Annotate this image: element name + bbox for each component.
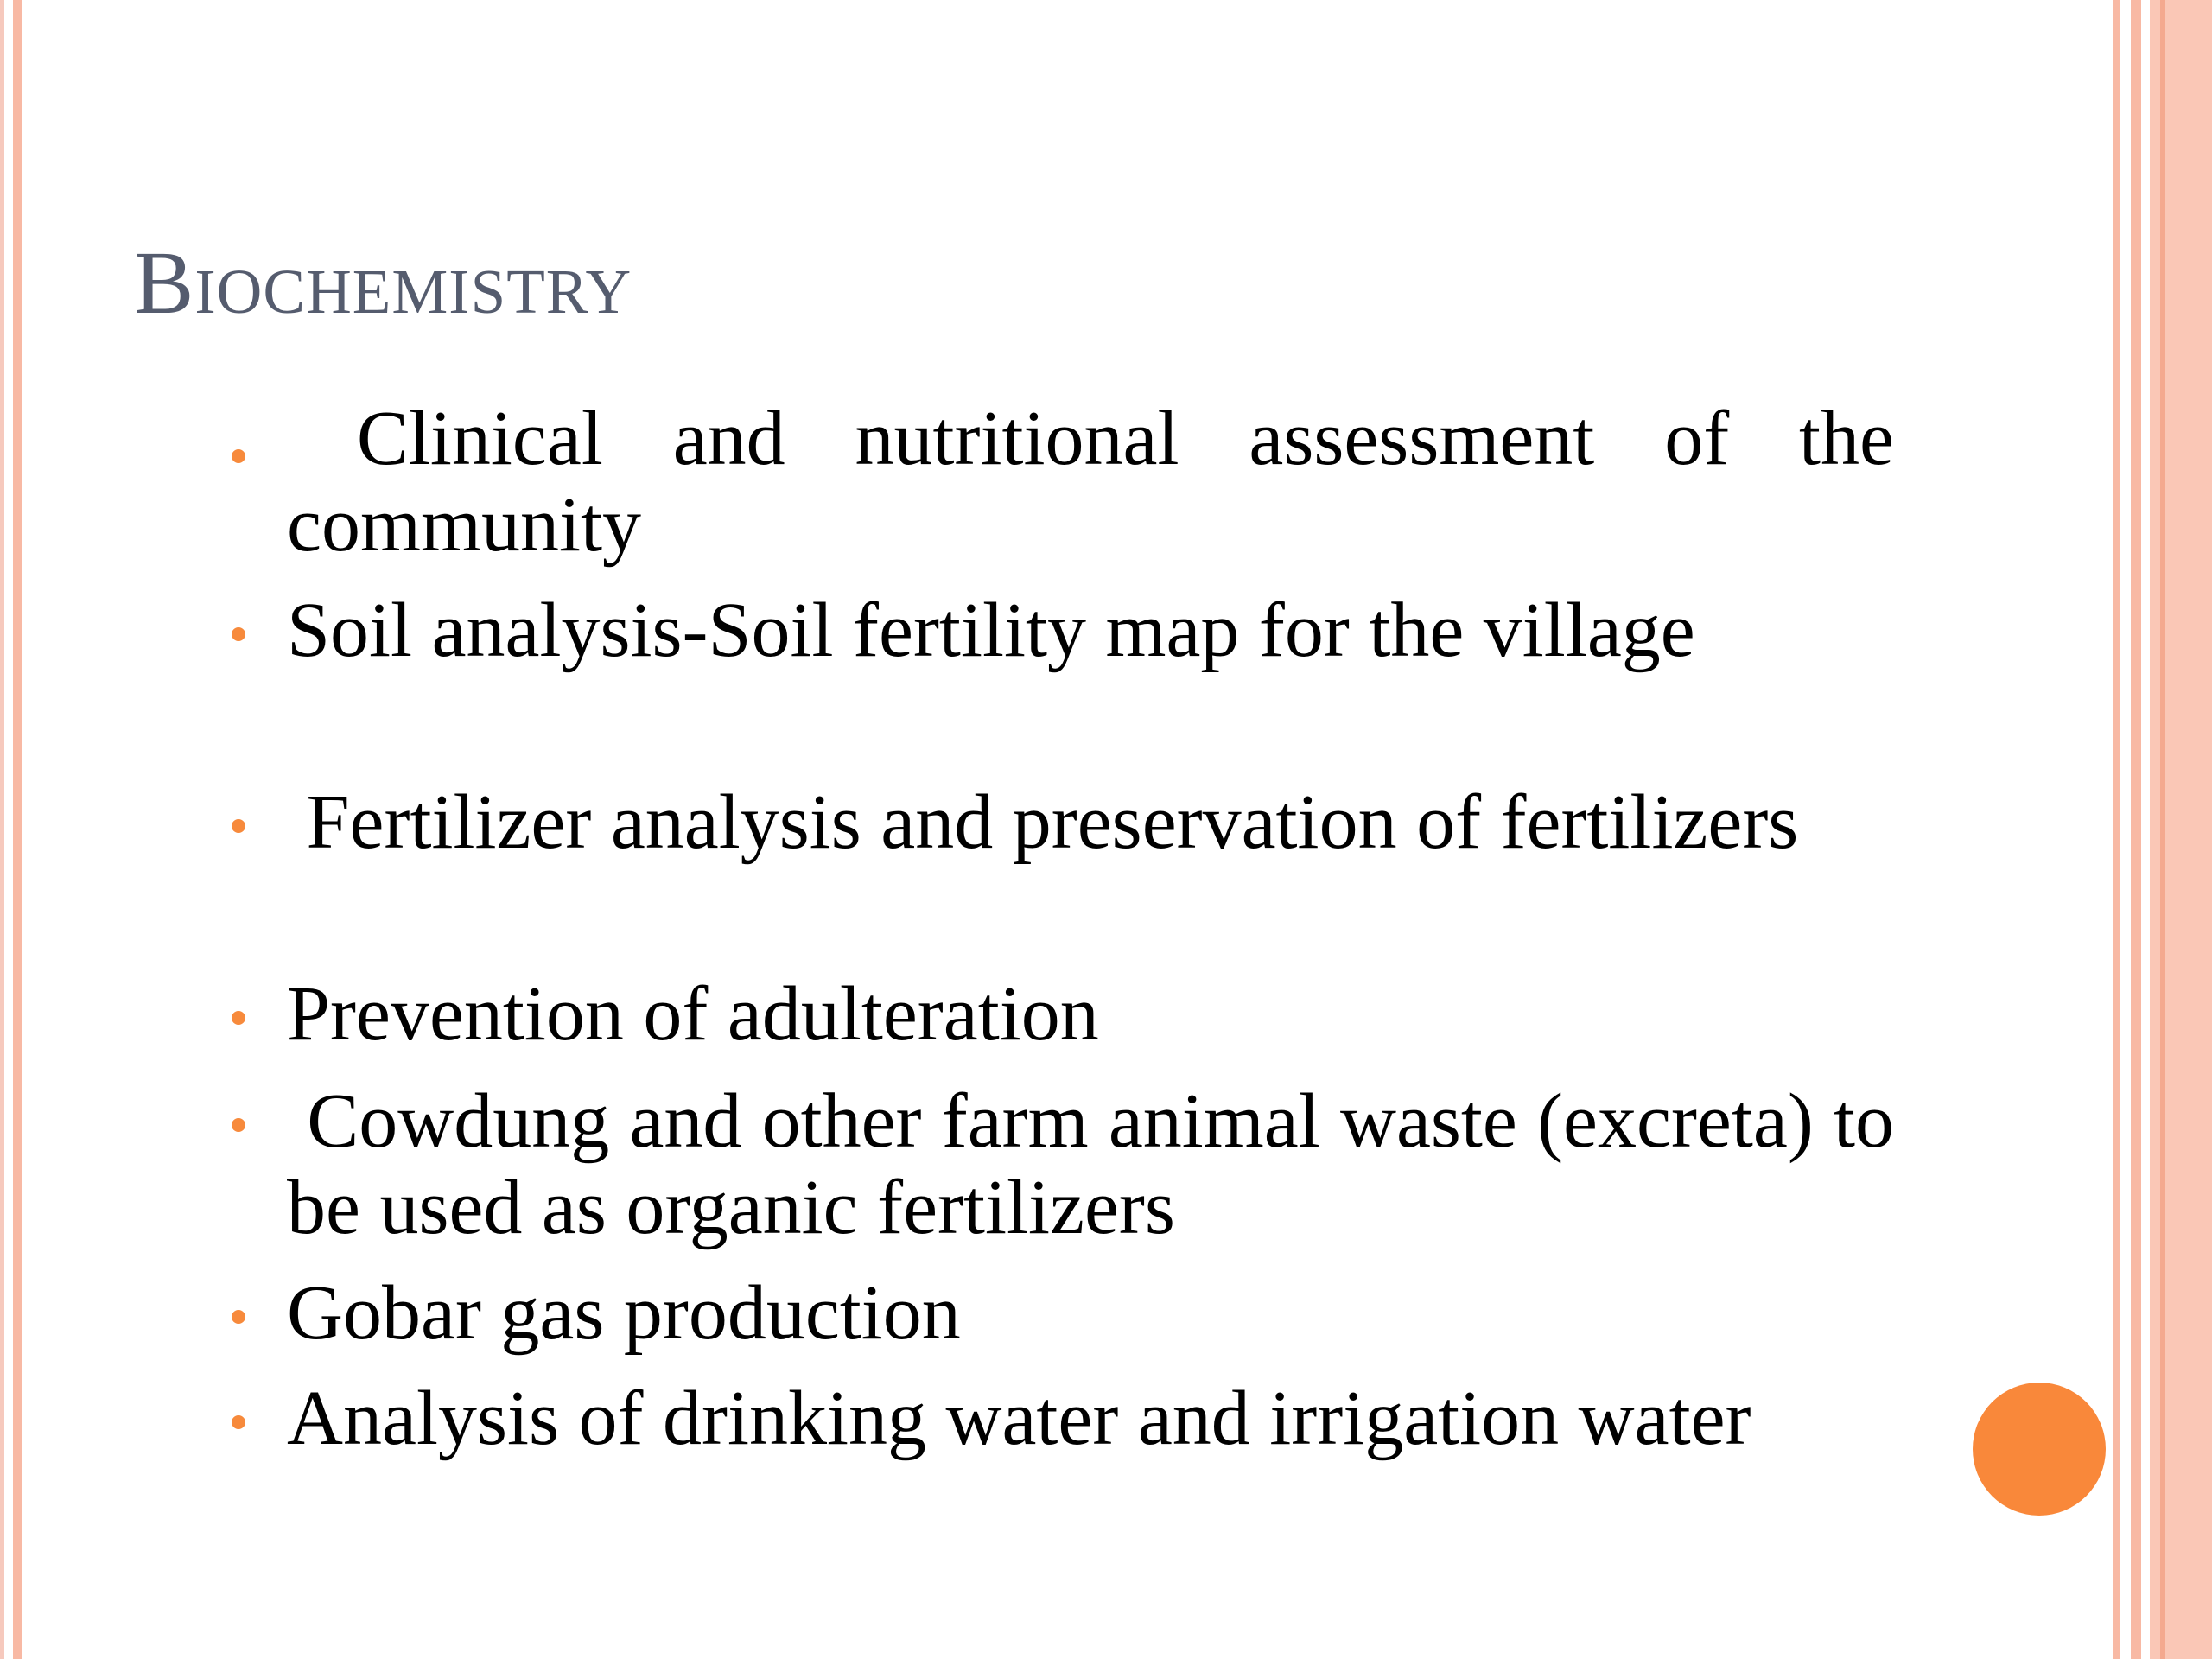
left-border-line	[0, 0, 4, 1659]
bullet-item	[287, 588, 1894, 674]
decorative-circle	[1973, 1382, 2106, 1516]
bullet-item	[287, 1078, 1914, 1251]
bullet-text: Fertilizer analysis and preservation of fertilizers	[287, 779, 1799, 865]
right-border-stripe	[2131, 0, 2141, 1659]
bullet-text: Analysis of drinking water and irrigation water	[287, 1376, 1751, 1461]
right-border-stripe	[2160, 0, 2165, 1659]
bullet-text: Prevention of adulteration	[287, 971, 1099, 1057]
bullet-text: Soil analysis-Soil fertility map for the village	[287, 588, 1695, 673]
bullet-item	[287, 396, 1914, 569]
bullet-item	[287, 779, 1894, 866]
bullet-text: Clinical and nutritional assessment of the community	[287, 396, 1914, 568]
bullet-dot-icon	[232, 1011, 245, 1025]
bullet-dot-icon	[232, 819, 245, 833]
slide-title: Biochemistry	[134, 233, 632, 333]
bullet-text: Gobar gas production	[287, 1270, 961, 1356]
bullet-item	[287, 1376, 1894, 1462]
bullet-dot-icon	[232, 449, 245, 463]
bullet-item	[287, 1270, 1894, 1357]
bullet-dot-icon	[232, 1310, 245, 1324]
bullet-item	[287, 971, 1894, 1058]
left-border-line	[13, 0, 22, 1659]
right-border-stripe	[2113, 0, 2120, 1659]
bullet-dot-icon	[232, 1118, 245, 1132]
bullet-text: Cowdung and other farm animal waste (excreta) to be used as organic fertilizers	[287, 1078, 1914, 1250]
bullet-dot-icon	[232, 627, 245, 641]
bullet-dot-icon	[232, 1415, 245, 1429]
right-border-band	[2150, 0, 2212, 1659]
